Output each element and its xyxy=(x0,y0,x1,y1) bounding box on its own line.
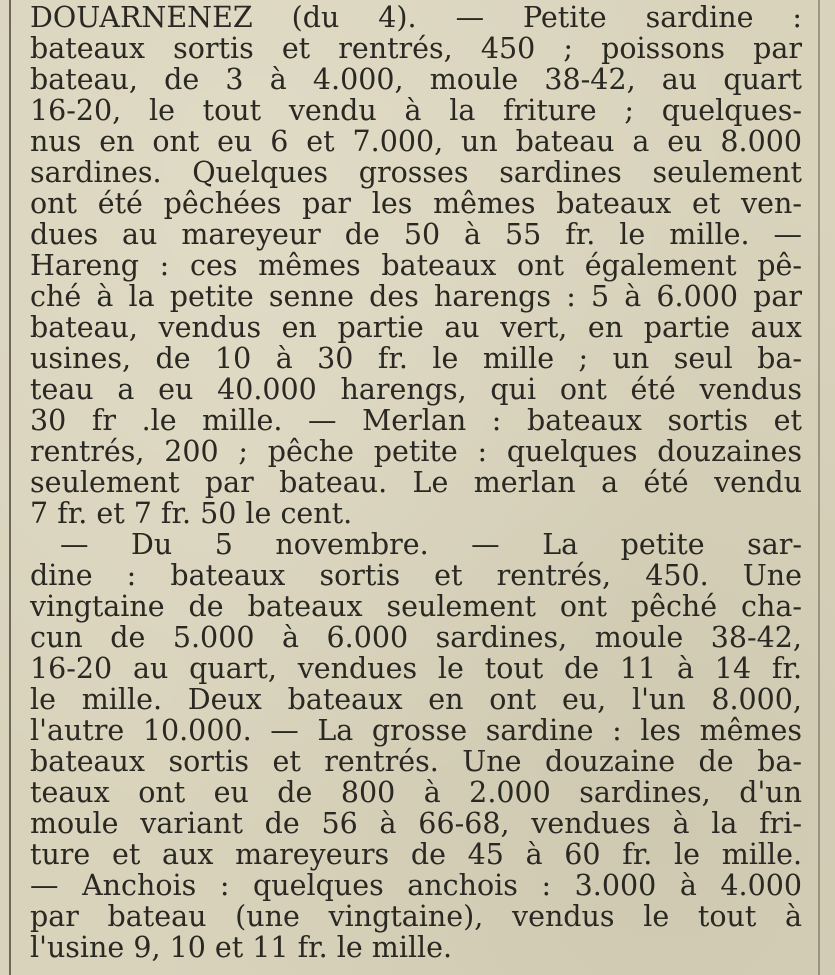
article-line: sardines. Quelques grosses sardines seulement xyxy=(30,156,802,189)
article-line: ture et aux mareyeurs de 45 à 60 fr. le mille. xyxy=(30,838,802,871)
column-rule-left xyxy=(9,0,11,975)
article-line: vingtaine de bateaux seulement ont pêché cha- xyxy=(30,590,802,623)
article-line: cun de 5.000 à 6.000 sardines, moule 38-42, xyxy=(30,621,802,654)
article-line: le mille. Deux bateaux en ont eu, l'un 8.000, xyxy=(30,683,802,716)
column-rule-right xyxy=(818,0,820,975)
article-line: rentrés, 200 ; pêche petite : quelques douzaines xyxy=(30,435,802,468)
article-line: 7 fr. et 7 fr. 50 le cent. xyxy=(30,497,353,530)
article-line: usines, de 10 à 30 fr. le mille ; un seul ba- xyxy=(30,342,802,375)
article-line: teaux ont eu de 800 à 2.000 sardines, d'un xyxy=(30,776,802,809)
article-line: bateau, de 3 à 4.000, moule 38-42, au quart xyxy=(30,63,802,96)
article-line: ont été pêchées par les mêmes bateaux et ven- xyxy=(30,187,802,220)
article-line: bateau, vendus en partie au vert, en partie aux xyxy=(30,311,802,344)
article-line: dues au mareyeur de 50 à 55 fr. le mille. — xyxy=(30,218,802,251)
article-line: Hareng : ces mêmes bateaux ont également pê- xyxy=(30,249,802,282)
article-line: 16-20, le tout vendu à la friture ; quelques- xyxy=(30,94,802,127)
article-line: — Du 5 novembre. — La petite sar- xyxy=(60,528,802,561)
article-line: par bateau (une vingtaine), vendus le tout à xyxy=(30,900,802,933)
article-line: bateaux sortis et rentrés, 450 ; poissons par xyxy=(30,32,802,65)
article-line: DOUARNENEZ (du 4). — Petite sardine : xyxy=(30,1,802,34)
article-line: moule variant de 56 à 66-68, vendues à la fri- xyxy=(30,807,802,840)
article-line: seulement par bateau. Le merlan a été vendu xyxy=(30,466,802,499)
article-line: — Anchois : quelques anchois : 3.000 à 4.000 xyxy=(30,869,802,902)
article-line: dine : bateaux sortis et rentrés, 450. Une xyxy=(30,559,802,592)
article-line: ché à la petite senne des harengs : 5 à 6.000 par xyxy=(30,280,802,313)
article-line: 16-20 au quart, vendues le tout de 11 à 14 fr. xyxy=(30,652,802,685)
article-line: teau a eu 40.000 harengs, qui ont été vendus xyxy=(30,373,802,406)
article-line: l'autre 10.000. — La grosse sardine : les mêmes xyxy=(30,714,802,747)
article-line: l'usine 9, 10 et 11 fr. le mille. xyxy=(30,931,453,964)
article-line: bateaux sortis et rentrés. Une douzaine de ba- xyxy=(30,745,802,778)
article-line: 30 fr .le mille. — Merlan : bateaux sortis et xyxy=(30,404,802,437)
article-line: nus en ont eu 6 et 7.000, un bateau a eu 8.000 xyxy=(30,125,802,158)
